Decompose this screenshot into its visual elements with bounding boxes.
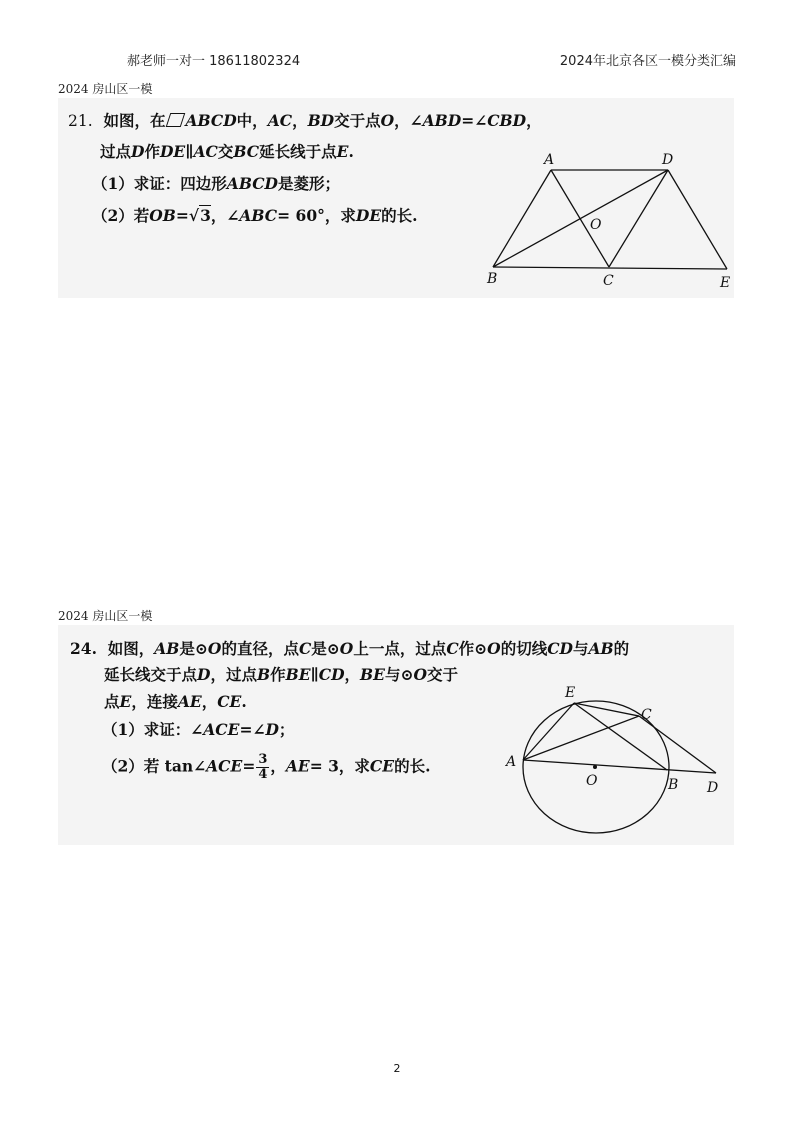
problem-24-part1: （1）求证：∠ACE=∠D；	[102, 720, 295, 739]
label-D: D	[707, 780, 719, 796]
label-B: B	[487, 271, 498, 287]
label-E: E	[720, 275, 731, 291]
sqrt-icon: √	[188, 206, 200, 225]
problem-21-number: 21.	[68, 112, 93, 130]
problem-21-source: 2024 房山区一模	[58, 82, 153, 96]
label-C: C	[641, 707, 652, 723]
problem-21-part1: （1）求证：四边形ABCD是菱形；	[92, 174, 341, 193]
problem-24-line2: 延长线交于点D，过点B作BE∥CD，BE与⊙O交于	[104, 665, 458, 684]
segment-AD	[523, 760, 716, 773]
problem-24-part2: （2）若 tan∠ACE= $\frac{3}{4}$ ，AE= 3，求CE的长.	[102, 752, 431, 782]
label-C: C	[603, 273, 614, 289]
segment-EB	[574, 703, 667, 770]
problem-24-line3: 点E，连接AE，CE.	[104, 692, 247, 711]
problem-24-line1: 24. 如图，AB是⊙O的直径，点C是⊙O上一点，过点C作⊙O的切线CD与AB的	[70, 639, 630, 658]
problem-21-part2: （2）若OB=√3，∠ABC= 60°，求DE的长.	[92, 206, 418, 225]
problem-21-line2: 过点D作DE∥AC交BC延长线于点E.	[100, 142, 354, 161]
fraction-three-quarters: $\frac{3}{4}$	[258, 752, 268, 782]
segment-CD	[639, 716, 716, 773]
header-title: 2024年北京各区一模分类汇编	[559, 54, 736, 69]
header-contact: 郝老师一对一 18611802324	[127, 54, 301, 69]
label-D: D	[662, 152, 674, 168]
problem-21-line1: 21. 如图，在 ABCD中，AC，BD交于点O，∠ABD=∠CBD，	[68, 111, 542, 130]
center-point-O	[593, 765, 597, 769]
label-E: E	[565, 685, 576, 701]
label-B: B	[668, 777, 679, 793]
label-O: O	[586, 773, 598, 789]
label-A: A	[506, 754, 517, 770]
problem-24-source: 2024 房山区一模	[58, 609, 153, 623]
label-A: A	[544, 152, 555, 168]
segment-AE	[523, 703, 574, 760]
label-O: O	[590, 217, 602, 233]
page-number: 2	[393, 1062, 401, 1075]
problem-24-number: 24.	[70, 639, 97, 658]
